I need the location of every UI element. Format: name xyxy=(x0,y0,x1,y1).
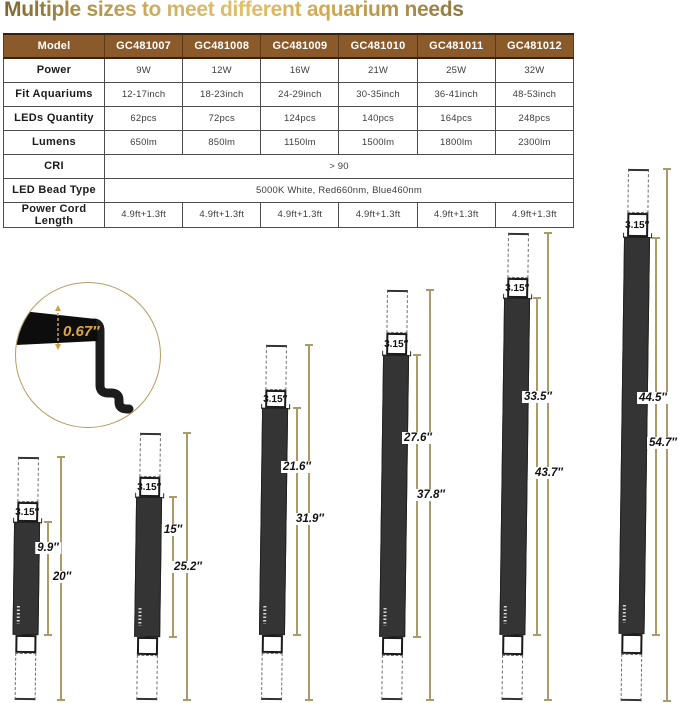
thickness-callout-circle xyxy=(15,282,161,428)
row-label: Fit Aquariums xyxy=(4,82,105,106)
table-row-cri xyxy=(4,154,574,178)
thickness-label: 0.67″ xyxy=(63,323,100,340)
cell: 32W xyxy=(495,58,573,82)
brand-mark xyxy=(263,606,266,624)
bracket-top xyxy=(627,213,648,237)
cell: 48-53inch xyxy=(495,82,573,106)
cell: 12-17inch xyxy=(105,82,183,106)
page-title: Multiple sizes to meet different aquarium needs xyxy=(4,0,464,21)
bracket-bottom xyxy=(261,635,282,653)
overall-length-label-3: 31.9″ xyxy=(296,513,324,525)
extendable-bracket-top xyxy=(507,233,529,278)
table-row-leds-quantity xyxy=(4,106,574,130)
row-label: Lumens xyxy=(4,130,105,154)
row-label: LED Bead Type xyxy=(4,178,105,202)
table-row-lumens xyxy=(4,130,574,154)
row-label: Power Cord Length xyxy=(4,202,105,227)
cell: 25W xyxy=(417,58,495,82)
led-body xyxy=(379,355,409,637)
body-measure-line-1 xyxy=(47,522,49,635)
cell-span: 5000K White, Red660nm, Blue460nm xyxy=(105,178,574,202)
table-row-fit-aquariums xyxy=(4,82,574,106)
extendable-bracket-top xyxy=(265,345,287,390)
bracket-bottom xyxy=(15,635,36,653)
extendable-bracket-bottom xyxy=(620,654,642,701)
cell: 1500lm xyxy=(339,130,417,154)
cell: 4.9ft+1.3ft xyxy=(105,202,183,227)
width-label: 3.15″ xyxy=(263,393,288,405)
header-cell-model: Model xyxy=(4,34,105,58)
cell: 24-29inch xyxy=(261,82,339,106)
header-cell-model-3: GC481009 xyxy=(261,34,339,58)
overall-length-label-1: 20″ xyxy=(52,571,72,583)
overall-length-label-6: 54.7″ xyxy=(649,437,677,449)
light-bar-1 xyxy=(15,457,41,700)
arrow-head-up xyxy=(55,305,61,311)
brand-mark xyxy=(623,605,626,623)
header-cell-model-4: GC481010 xyxy=(339,34,417,58)
light-bar-4 xyxy=(384,290,410,700)
overall-length-label-5: 43.7″ xyxy=(535,467,563,479)
row-label: Power xyxy=(4,58,105,82)
brand-mark xyxy=(383,608,386,626)
led-body xyxy=(499,298,530,635)
extendable-bracket-top xyxy=(627,169,649,213)
cell: 12W xyxy=(183,58,261,82)
overall-measure-line-6 xyxy=(666,169,668,701)
header-cell-model-5: GC481011 xyxy=(417,34,495,58)
led-body xyxy=(13,522,41,635)
led-body xyxy=(259,408,288,635)
cell: 36-41inch xyxy=(417,82,495,106)
extendable-bracket-bottom xyxy=(136,655,158,700)
body-length-label-5: 33.5″ xyxy=(524,391,552,403)
row-label: CRI xyxy=(4,154,105,178)
overall-length-label-4: 37.8″ xyxy=(417,489,445,501)
bracket-bottom xyxy=(621,634,642,654)
extendable-bracket-bottom xyxy=(501,655,523,700)
cell: 16W xyxy=(261,58,339,82)
extendable-bracket-bottom xyxy=(14,653,36,700)
table-row-led-bead-type xyxy=(4,178,574,202)
extendable-bracket-top xyxy=(139,433,161,477)
cell: 9W xyxy=(105,58,183,82)
bracket-top xyxy=(507,278,528,298)
led-body xyxy=(134,497,162,637)
bracket-top xyxy=(139,477,160,497)
arrow-head-down xyxy=(55,344,61,350)
spec-table xyxy=(3,33,574,228)
cell: 650lm xyxy=(105,130,183,154)
body-length-label-2: 15″ xyxy=(163,524,183,536)
cell: 4.9ft+1.3ft xyxy=(417,202,495,227)
bracket-bottom xyxy=(381,637,402,655)
width-label: 3.15″ xyxy=(505,282,530,294)
cell: 164pcs xyxy=(417,106,495,130)
cell: 124pcs xyxy=(261,106,339,130)
cell: 4.9ft+1.3ft xyxy=(339,202,417,227)
cell: 21W xyxy=(339,58,417,82)
light-bar-6 xyxy=(625,169,651,701)
bracket-top xyxy=(17,502,38,522)
cell: 4.9ft+1.3ft xyxy=(261,202,339,227)
extendable-bracket-bottom xyxy=(381,655,403,700)
body-length-label-1: 9.9″ xyxy=(37,542,59,554)
cell: 4.9ft+1.3ft xyxy=(183,202,261,227)
header-cell-model-2: GC481008 xyxy=(183,34,261,58)
width-label: 3.15″ xyxy=(15,506,40,518)
table-row-power xyxy=(4,58,574,82)
header-cell-model-1: GC481007 xyxy=(105,34,183,58)
cell: 140pcs xyxy=(339,106,417,130)
extendable-bracket-top xyxy=(386,290,408,333)
extendable-bracket-bottom xyxy=(261,653,283,700)
brand-mark xyxy=(17,606,20,624)
cell: 72pcs xyxy=(183,106,261,130)
width-label: 3.15″ xyxy=(137,481,162,493)
cell-span: > 90 xyxy=(105,154,574,178)
thickness-detail-drawing xyxy=(16,283,161,428)
cell: 850lm xyxy=(183,130,261,154)
light-bar-5 xyxy=(505,233,531,700)
header-cell-model-6: GC481012 xyxy=(495,34,573,58)
row-label: LEDs Quantity xyxy=(4,106,105,130)
cell: 18-23inch xyxy=(183,82,261,106)
cell: 4.9ft+1.3ft xyxy=(495,202,573,227)
table-row-power-cord-length xyxy=(4,202,574,227)
overall-length-label-2: 25.2″ xyxy=(174,561,202,573)
body-length-label-6: 44.5″ xyxy=(639,392,667,404)
cell: 1150lm xyxy=(261,130,339,154)
cell: 2300lm xyxy=(495,130,573,154)
cell: 62pcs xyxy=(105,106,183,130)
light-bar-3 xyxy=(263,345,289,700)
cell: 248pcs xyxy=(495,106,573,130)
bracket-top xyxy=(265,390,286,408)
bracket-top xyxy=(386,333,407,355)
width-label: 3.15″ xyxy=(625,219,650,231)
bracket-bottom xyxy=(136,637,157,655)
cell: 1800lm xyxy=(417,130,495,154)
body-length-label-4: 27.6″ xyxy=(404,432,432,444)
cell: 30-35inch xyxy=(339,82,417,106)
brand-mark xyxy=(504,606,507,624)
table-header-row xyxy=(4,34,574,58)
brand-mark xyxy=(138,608,141,626)
body-length-label-3: 21.6″ xyxy=(283,461,311,473)
led-body xyxy=(619,237,651,634)
bracket-bottom xyxy=(502,635,523,655)
light-bar-2 xyxy=(137,433,163,700)
extendable-bracket-top xyxy=(17,457,39,502)
width-label: 3.15″ xyxy=(384,338,409,350)
